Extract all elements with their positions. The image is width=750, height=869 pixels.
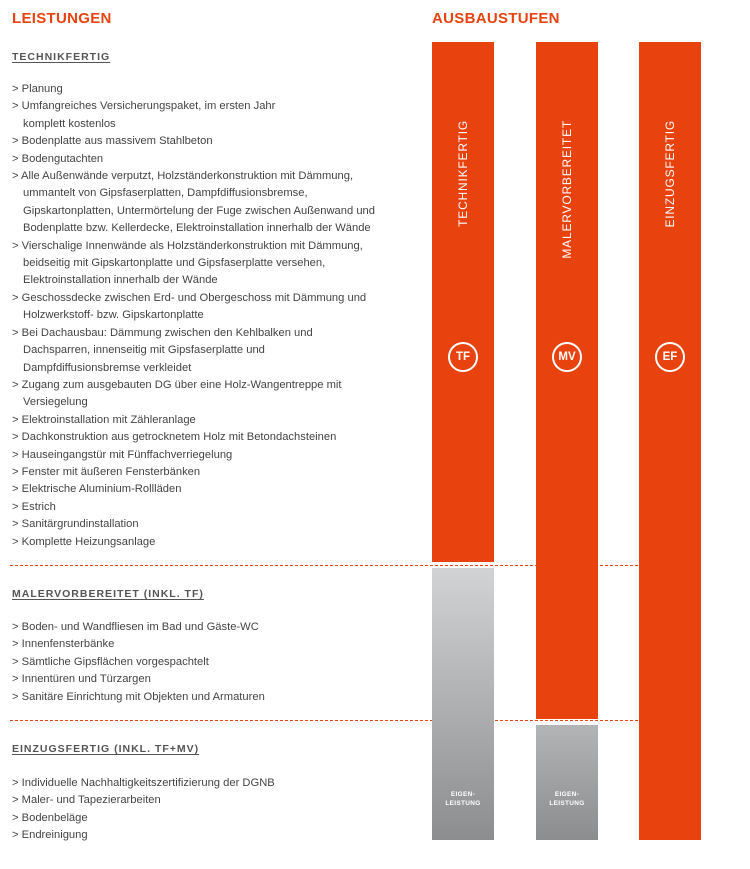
list-item: > Bodengutachten [12, 151, 407, 168]
list-item: > Zugang zum ausgebauten DG über eine Holz-Wangentreppe mit Versiegelung [12, 377, 343, 412]
list-item: > Sämtliche Gipsflächen vorgespachtelt [12, 654, 407, 671]
ef-badge: EF [655, 342, 685, 372]
list-item: > Boden- und Wandfliesen im Bad und Gäste-WC [12, 619, 407, 636]
list-item: > Elektrische Aluminium-Rollläden [12, 481, 407, 498]
list-item: > Estrich [12, 499, 407, 516]
section-title-malervorbereitet: MALERVORBEREITET (INKL. TF) [12, 588, 204, 600]
section-title-einzugsfertig: EINZUGSFERTIG (INKL. TF+MV) [12, 743, 200, 755]
section-divider [10, 720, 638, 721]
technikfertig-bar-label: TECHNIKFERTIG [456, 120, 470, 227]
list-item: > Dachkonstruktion aus getrocknetem Holz mit Betondachsteinen [12, 429, 407, 446]
malervorbereitet-eigenleistung-bar [536, 725, 598, 840]
eigenleistung-label: EIGEN- LEISTUNG [549, 791, 585, 807]
section-title-technikfertig: TECHNIKFERTIG [12, 51, 111, 63]
list-item: > Endreinigung [12, 827, 407, 844]
einzugsfertig-list [12, 775, 407, 845]
list-item: > Sanitärgrundinstallation [12, 516, 407, 533]
technikfertig-list [12, 81, 407, 551]
list-item: > Innenfensterbänke [12, 636, 407, 653]
technikfertig-eigenleistung-bar [432, 568, 494, 840]
list-item: > Alle Außenwände verputzt, Holzständerkonstruktion mit Dämmung, ummantelt von Gipsfaserplatten, Dampfdiffusionsbremse, Gipskartonplatten, Untermörtelung der Fuge zwischen Außenwand und Bodenplatte bzw. Kellerdecke, Elektroinstallation innerhalb der Wände [12, 168, 388, 238]
list-item: > Innentüren und Türzargen [12, 671, 407, 688]
list-item: > Individuelle Nachhaltigkeitszertifizierung der DGNB [12, 775, 407, 792]
list-item: > Komplette Heizungsanlage [12, 534, 407, 551]
ausbaustufen-heading: AUSBAUSTUFEN [432, 10, 560, 27]
leistungen-heading: LEISTUNGEN [12, 10, 112, 27]
einzugsfertig-bar-label: EINZUGSFERTIG [663, 120, 677, 228]
list-item: > Bodenbeläge [12, 810, 407, 827]
list-item: > Maler- und Tapezierarbeiten [12, 792, 407, 809]
malervorbereitet-bar [536, 42, 598, 719]
list-item: > Elektroinstallation mit Zähleranlage [12, 412, 407, 429]
list-item: > Bei Dachausbau: Dämmung zwischen den Kehlbalken und Dachsparren, innenseitig mit Gipsfaserplatte und Dampfdiffusionsbremse verkleidet [12, 325, 353, 377]
list-item: > Hauseingangstür mit Fünffachverriegelung [12, 447, 407, 464]
list-item: > Geschossdecke zwischen Erd- und Obergeschoss mit Dämmung und Holzwerkstoff- bzw. Gipskartonplatte [12, 290, 383, 325]
einzugsfertig-bar [639, 42, 701, 840]
list-item: > Fenster mit äußeren Fensterbänken [12, 464, 407, 481]
tf-badge: TF [448, 342, 478, 372]
list-item: > Umfangreiches Versicherungspaket, im ersten Jahr komplett kostenlos [12, 98, 293, 133]
technikfertig-bar [432, 42, 494, 562]
eigenleistung-label: EIGEN- LEISTUNG [445, 791, 481, 807]
list-item: > Planung [12, 81, 407, 98]
malervorbereitet-list [12, 619, 407, 706]
list-item: > Sanitäre Einrichtung mit Objekten und Armaturen [12, 689, 407, 706]
list-item: > Bodenplatte aus massivem Stahlbeton [12, 133, 407, 150]
list-item: > Vierschalige Innenwände als Holzständerkonstruktion mit Dämmung, beidseitig mit Gipskartonplatte und Gipsfaserplatte versehen, Elektroinstallation innerhalb der Wände [12, 238, 388, 290]
mv-badge: MV [552, 342, 582, 372]
malervorbereitet-bar-label: MALERVORBEREITET [560, 120, 574, 259]
